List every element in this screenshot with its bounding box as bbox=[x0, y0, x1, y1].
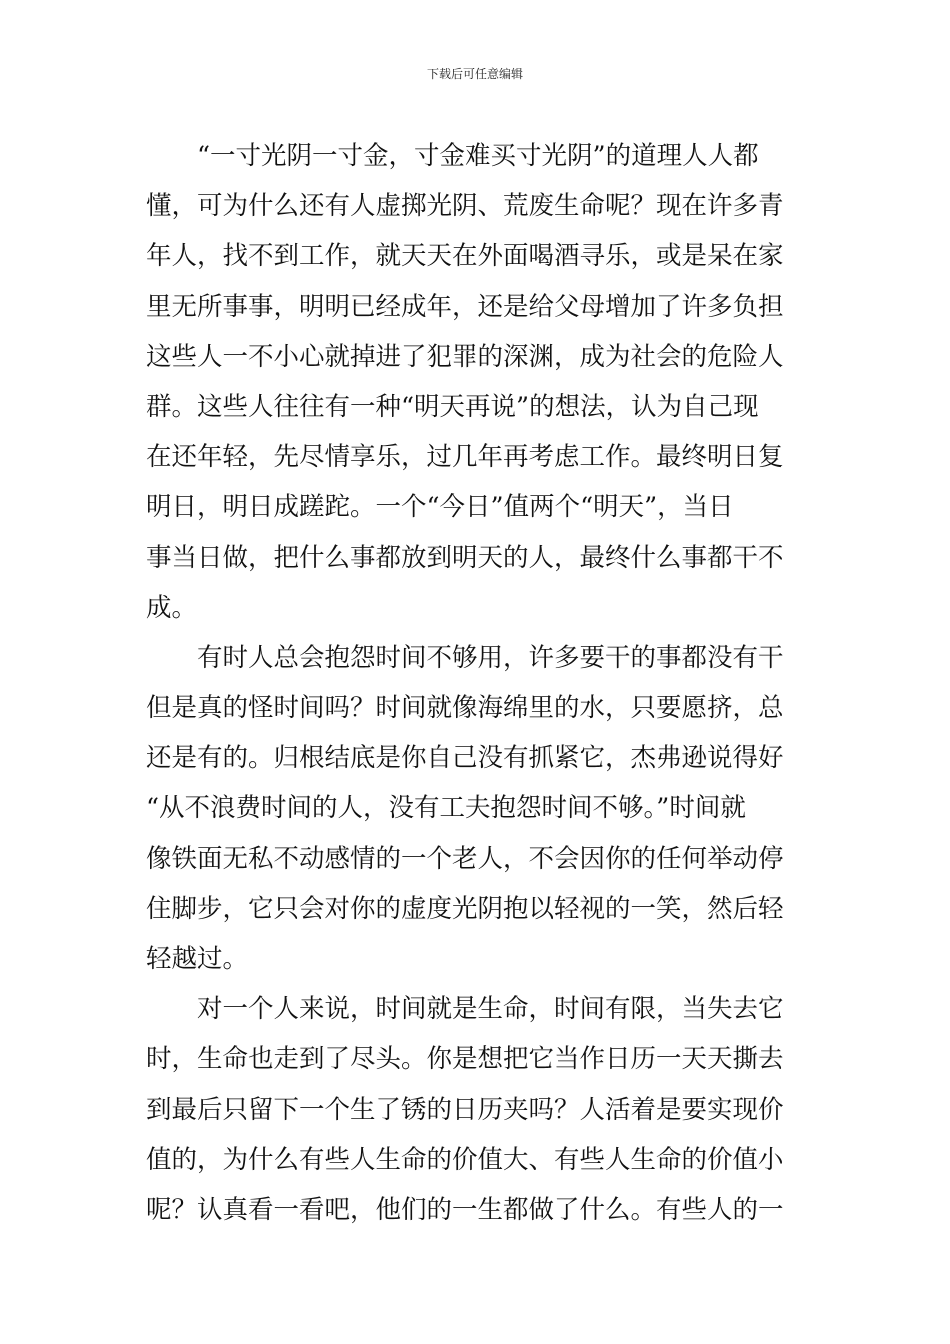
text-line: 成。 bbox=[146, 592, 198, 623]
text-line: 年人，找不到工作，就天天在外面喝酒寻乐，或是呆在家 bbox=[146, 241, 784, 272]
text-line: 到最后只留下一个生了锈的日历夹吗？人活着是要实现价 bbox=[146, 1094, 784, 1125]
text-line: “一寸光阴一寸金，寸金难买寸光阴”的道理人人都 bbox=[197, 141, 759, 171]
text-line: 但是真的怪时间吗？时间就像海绵里的水，只要愿挤，总 bbox=[146, 693, 784, 724]
text-line: 还是有的。归根结底是你自己没有抓紧它，杰弗逊说得好 bbox=[146, 743, 784, 774]
text-line: 呢？认真看一看吧，他们的一生都做了什么。有些人的一 bbox=[146, 1194, 784, 1225]
text-line: 住脚步，它只会对你的虚度光阴抱以轻视的一笑，然后轻 bbox=[146, 893, 784, 924]
text-line: “从不浪费时间的人，没有工夫抱怨时间不够。”时间就 bbox=[146, 793, 746, 824]
text-line: 对一个人来说，时间就是生命，时间有限，当失去它 bbox=[197, 994, 784, 1025]
text-line: 事当日做，把什么事都放到明天的人，最终什么事都干不 bbox=[146, 542, 784, 573]
document-body bbox=[146, 131, 810, 1235]
text-line: 时，生命也走到了尽头。你是想把它当作日历一天天撕去 bbox=[146, 1044, 784, 1075]
text-line: 在还年轻，先尽情享乐，过几年再考虑工作。最终明日复 bbox=[146, 442, 784, 473]
paragraph-3 bbox=[146, 984, 810, 1235]
paragraph-2 bbox=[146, 633, 810, 984]
text-line: 轻越过。 bbox=[146, 944, 249, 974]
text-line: 像铁面无私不动感情的一个老人，不会因你的任何举动停 bbox=[146, 843, 784, 874]
text-line: 值的，为什么有些人生命的价值大、有些人生命的价值小 bbox=[146, 1144, 784, 1175]
page-header: 下载后可任意编辑 bbox=[426, 67, 523, 81]
text-line: 群。这些人往往有一种“明天再说”的想法，认为自己现 bbox=[146, 391, 759, 422]
text-line: 懂，可为什么还有人虚掷光阴、荒废生命呢？现在许多青 bbox=[146, 191, 784, 222]
text-line: 有时人总会抱怨时间不够用，许多要干的事都没有干 bbox=[197, 642, 784, 673]
text-line: 明日，明日成蹉跎。一个“今日”值两个“明天”，当日 bbox=[146, 492, 734, 523]
text-line: 这些人一不小心就掉进了犯罪的深渊，成为社会的危险人 bbox=[146, 341, 784, 372]
paragraph-1 bbox=[146, 131, 810, 633]
text-line: 里无所事事，明明已经成年，还是给父母增加了许多负担 bbox=[146, 291, 784, 322]
